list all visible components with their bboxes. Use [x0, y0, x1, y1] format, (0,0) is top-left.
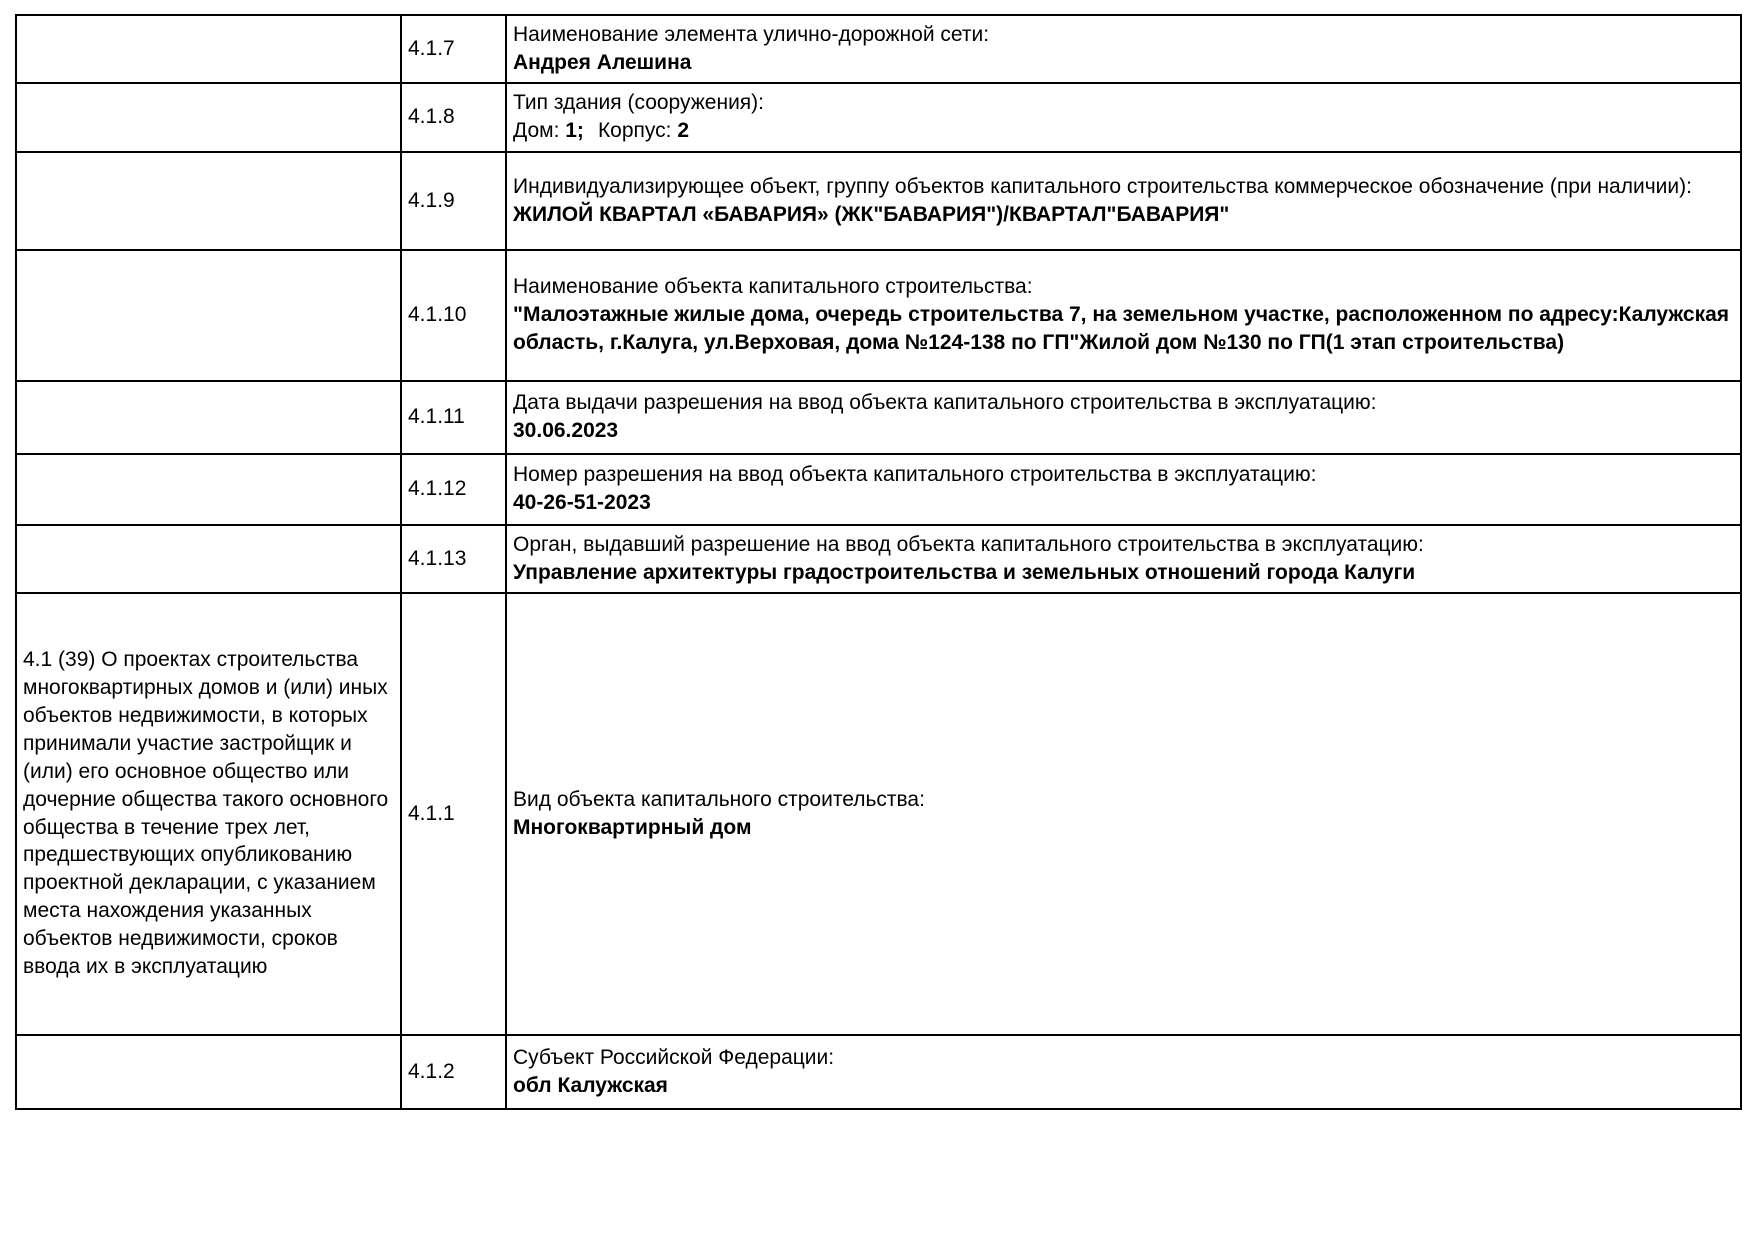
table-row	[16, 454, 1741, 525]
section-cell	[16, 15, 401, 83]
row-code: 4.1.7	[401, 15, 506, 83]
dom-value: 1;	[565, 119, 584, 142]
field-label: Вид объекта капитального строительства:	[513, 787, 925, 811]
declaration-table	[15, 14, 1742, 1110]
field-value: ЖИЛОЙ КВАРТАЛ «БАВАРИЯ» (ЖК"БАВАРИЯ")/КВАРТАЛ"БАВАРИЯ"	[513, 202, 1230, 226]
row-code: 4.1.10	[401, 250, 506, 381]
section-cell	[16, 454, 401, 525]
section-cell	[16, 152, 401, 250]
content-cell	[506, 250, 1741, 381]
field-label: Тип здания (сооружения):	[513, 91, 764, 115]
content-cell	[506, 525, 1741, 593]
row-code: 4.1.2	[401, 1035, 506, 1109]
table-row	[16, 250, 1741, 381]
row-code: 4.1.9	[401, 152, 506, 250]
field-label: Наименование объекта капитального строительства:	[513, 275, 1033, 299]
row-code: 4.1.8	[401, 83, 506, 152]
section-cell	[16, 83, 401, 152]
content-cell	[506, 152, 1741, 250]
field-label: Дата выдачи разрешения на ввод объекта капитального строительства в эксплуатацию:	[513, 391, 1377, 415]
field-value	[513, 117, 1734, 145]
section-cell: 4.1 (39) О проектах строительства многоквартирных домов и (или) иных объектов недвижимости, в которых принимали участие застройщик и (или) его основное общество или дочерние общества такого основного общества в течение трех лет, предшествующих опубликованию проектной декларации, с указанием места нахождения указанных объектов недвижимости, сроков ввода их в эксплуатацию	[16, 593, 401, 1035]
table-row	[16, 1035, 1741, 1109]
korpus-label: Корпус:	[597, 119, 678, 142]
field-label: Номер разрешения на ввод объекта капитального строительства в эксплуатацию:	[513, 463, 1317, 487]
table-row	[16, 525, 1741, 593]
row-code: 4.1.1	[401, 593, 506, 1035]
field-value: "Малоэтажные жилые дома, очередь строительства 7, на земельном участке, расположенном по адресу:Калужская область, г.Калуга, ул.Верховая, дома №124-138 по ГП"Жилой дом №130 по ГП(1 этап строительства)	[513, 303, 1730, 354]
section-cell	[16, 381, 401, 454]
field-value: обл Калужская	[513, 1073, 668, 1097]
field-value: 30.06.2023	[513, 419, 619, 442]
field-value: Управление архитектуры градостроительства и земельных отношений города Калуги	[513, 560, 1416, 584]
dom-label: Дом:	[513, 119, 566, 142]
row-code: 4.1.12	[401, 454, 506, 525]
row-code: 4.1.13	[401, 525, 506, 593]
field-label: Индивидуализирующее объект, группу объектов капитального строительства коммерческое обозначение (при наличии):	[513, 174, 1692, 198]
table-row	[16, 593, 1741, 1035]
content-cell	[506, 454, 1741, 525]
section-cell	[16, 525, 401, 593]
content-cell	[506, 1035, 1741, 1109]
table-row	[16, 152, 1741, 250]
field-label: Орган, выдавший разрешение на ввод объекта капитального строительства в эксплуатацию:	[513, 532, 1424, 556]
field-value: Андрея Алешина	[513, 50, 692, 74]
field-value: Многоквартирный дом	[513, 815, 752, 839]
content-cell	[506, 83, 1741, 152]
table-row	[16, 15, 1741, 83]
field-label: Субъект Российской Федерации:	[513, 1045, 835, 1069]
content-cell	[506, 15, 1741, 83]
table-row	[16, 83, 1741, 152]
row-code: 4.1.11	[401, 381, 506, 454]
table-row	[16, 381, 1741, 454]
content-cell	[506, 593, 1741, 1035]
field-value: 40-26-51-2023	[513, 491, 651, 514]
field-label: Наименование элемента улично-дорожной сети:	[513, 22, 990, 46]
section-cell	[16, 1035, 401, 1109]
section-cell	[16, 250, 401, 381]
korpus-value: 2	[677, 119, 690, 142]
content-cell	[506, 381, 1741, 454]
